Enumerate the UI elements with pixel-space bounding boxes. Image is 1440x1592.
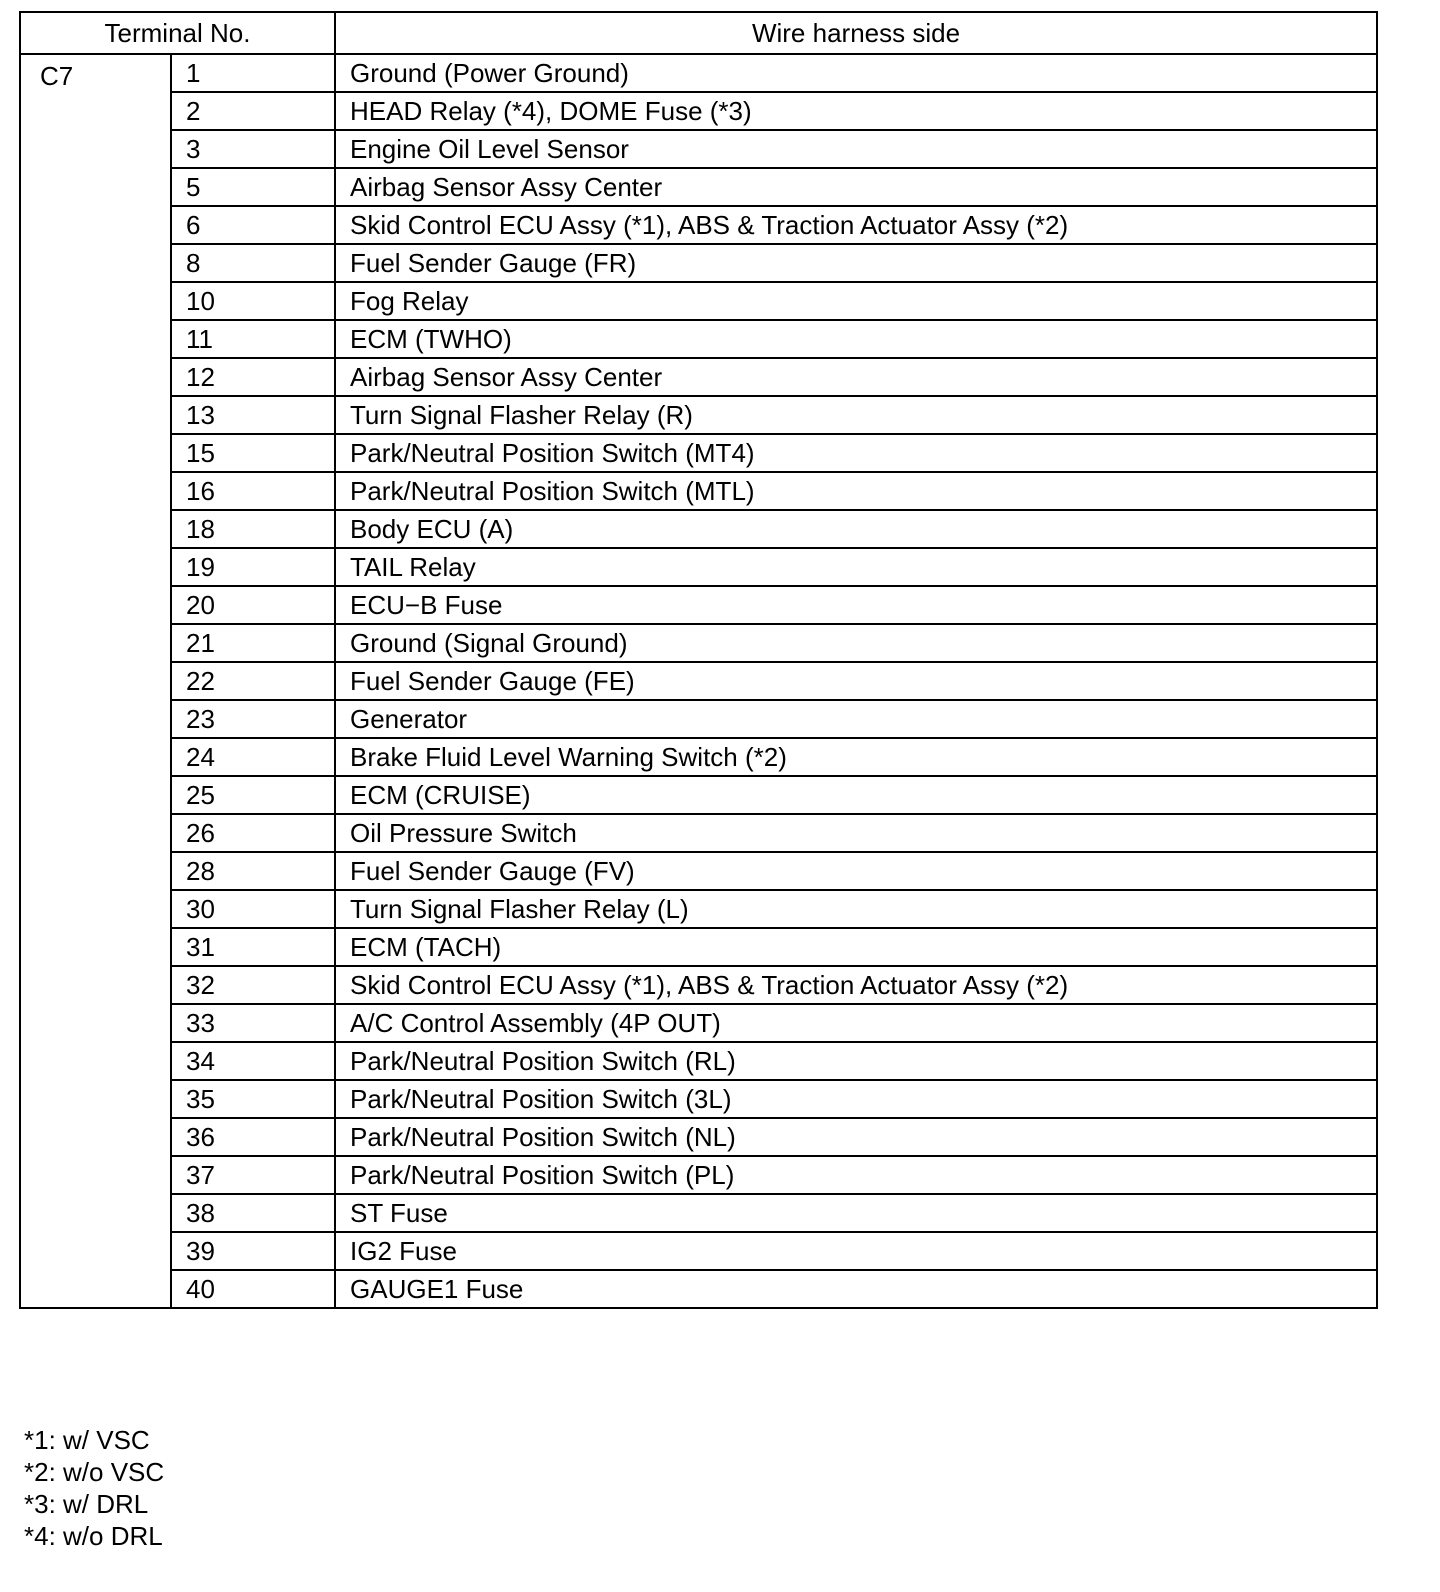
header-terminal-no: Terminal No. (20, 12, 335, 54)
terminal-pin: 12 (171, 358, 335, 396)
terminal-pin: 2 (171, 92, 335, 130)
table-row (20, 1042, 1377, 1080)
wire-harness-description: Engine Oil Level Sensor (335, 130, 1377, 168)
table-row (20, 434, 1377, 472)
terminal-pin: 22 (171, 662, 335, 700)
footnote: *3: w/ DRL (24, 1489, 149, 1519)
wire-harness-description: Airbag Sensor Assy Center (335, 358, 1377, 396)
terminal-pin: 15 (171, 434, 335, 472)
terminal-pin: 19 (171, 548, 335, 586)
wire-harness-description: Park/Neutral Position Switch (MTL) (335, 472, 1377, 510)
terminal-pin: 16 (171, 472, 335, 510)
table-row (20, 1270, 1377, 1308)
terminal-pin: 18 (171, 510, 335, 548)
terminal-pin: 5 (171, 168, 335, 206)
wire-harness-description: Generator (335, 700, 1377, 738)
terminal-pin: 39 (171, 1232, 335, 1270)
table-row (20, 244, 1377, 282)
header-wire-harness-side: Wire harness side (335, 12, 1377, 54)
wire-harness-description: ST Fuse (335, 1194, 1377, 1232)
table-row (20, 358, 1377, 396)
terminal-pin: 26 (171, 814, 335, 852)
table-row (20, 510, 1377, 548)
table-row (20, 320, 1377, 358)
table-row (20, 928, 1377, 966)
terminal-pin: 10 (171, 282, 335, 320)
terminal-pin: 30 (171, 890, 335, 928)
wire-harness-description: Fuel Sender Gauge (FE) (335, 662, 1377, 700)
wire-harness-description: GAUGE1 Fuse (335, 1270, 1377, 1308)
terminal-pin: 24 (171, 738, 335, 776)
table-row (20, 206, 1377, 244)
wire-harness-description: Brake Fluid Level Warning Switch (*2) (335, 738, 1377, 776)
table-row (20, 1232, 1377, 1270)
wire-harness-description: Fog Relay (335, 282, 1377, 320)
table-row (20, 168, 1377, 206)
wire-harness-description: HEAD Relay (*4), DOME Fuse (*3) (335, 92, 1377, 130)
wire-harness-description: Park/Neutral Position Switch (RL) (335, 1042, 1377, 1080)
table-row (20, 1194, 1377, 1232)
wire-harness-description: Fuel Sender Gauge (FR) (335, 244, 1377, 282)
wire-harness-description: A/C Control Assembly (4P OUT) (335, 1004, 1377, 1042)
wire-harness-description: ECM (CRUISE) (335, 776, 1377, 814)
connector-id: C7 (20, 54, 171, 1308)
table-row (20, 548, 1377, 586)
terminal-pin: 38 (171, 1194, 335, 1232)
wire-harness-description: Park/Neutral Position Switch (PL) (335, 1156, 1377, 1194)
terminal-pin: 37 (171, 1156, 335, 1194)
wire-harness-description: ECU−B Fuse (335, 586, 1377, 624)
wire-harness-description: ECM (TACH) (335, 928, 1377, 966)
terminal-table (19, 11, 1378, 1309)
table-row (20, 1004, 1377, 1042)
wire-harness-description: Ground (Power Ground) (335, 54, 1377, 92)
wire-harness-description: Turn Signal Flasher Relay (L) (335, 890, 1377, 928)
table-row (20, 1156, 1377, 1194)
terminal-pin: 11 (171, 320, 335, 358)
wire-harness-description: IG2 Fuse (335, 1232, 1377, 1270)
table-row (20, 92, 1377, 130)
terminal-pin: 23 (171, 700, 335, 738)
terminal-pin: 40 (171, 1270, 335, 1308)
terminal-table-container (19, 11, 1376, 1309)
wire-harness-description: Ground (Signal Ground) (335, 624, 1377, 662)
table-row (20, 396, 1377, 434)
table-row (20, 1118, 1377, 1156)
wire-harness-description: Skid Control ECU Assy (*1), ABS & Traction Actuator Assy (*2) (335, 966, 1377, 1004)
wire-harness-description: Turn Signal Flasher Relay (R) (335, 396, 1377, 434)
table-row (20, 890, 1377, 928)
terminal-pin: 36 (171, 1118, 335, 1156)
terminal-pin: 35 (171, 1080, 335, 1118)
terminal-pin: 21 (171, 624, 335, 662)
footnote: *2: w/o VSC (24, 1457, 165, 1487)
terminal-pin: 34 (171, 1042, 335, 1080)
table-row (20, 624, 1377, 662)
terminal-pin: 1 (171, 54, 335, 92)
table-row (20, 662, 1377, 700)
table-body (20, 54, 1377, 1308)
wire-harness-description: Park/Neutral Position Switch (MT4) (335, 434, 1377, 472)
footnote: *1: w/ VSC (24, 1425, 150, 1455)
terminal-pin: 25 (171, 776, 335, 814)
terminal-pin: 31 (171, 928, 335, 966)
terminal-pin: 28 (171, 852, 335, 890)
table-row (20, 852, 1377, 890)
wire-harness-description: Body ECU (A) (335, 510, 1377, 548)
table-row (20, 700, 1377, 738)
table-row (20, 586, 1377, 624)
terminal-pin: 32 (171, 966, 335, 1004)
footnotes (24, 1424, 164, 1552)
wire-harness-description: Oil Pressure Switch (335, 814, 1377, 852)
table-row (20, 54, 1377, 92)
header-row (20, 12, 1377, 54)
table-row (20, 130, 1377, 168)
wire-harness-description: Park/Neutral Position Switch (3L) (335, 1080, 1377, 1118)
wire-harness-description: TAIL Relay (335, 548, 1377, 586)
terminal-pin: 3 (171, 130, 335, 168)
terminal-pin: 8 (171, 244, 335, 282)
table-row (20, 814, 1377, 852)
table-row (20, 738, 1377, 776)
terminal-pin: 33 (171, 1004, 335, 1042)
terminal-pin: 20 (171, 586, 335, 624)
wire-harness-description: Park/Neutral Position Switch (NL) (335, 1118, 1377, 1156)
table-row (20, 776, 1377, 814)
wire-harness-description: Airbag Sensor Assy Center (335, 168, 1377, 206)
wire-harness-description: ECM (TWHO) (335, 320, 1377, 358)
wire-harness-description: Skid Control ECU Assy (*1), ABS & Traction Actuator Assy (*2) (335, 206, 1377, 244)
footnote: *4: w/o DRL (24, 1521, 163, 1551)
wire-harness-description: Fuel Sender Gauge (FV) (335, 852, 1377, 890)
table-row (20, 1080, 1377, 1118)
terminal-pin: 6 (171, 206, 335, 244)
table-row (20, 282, 1377, 320)
table-row (20, 472, 1377, 510)
terminal-pin: 13 (171, 396, 335, 434)
table-row (20, 966, 1377, 1004)
